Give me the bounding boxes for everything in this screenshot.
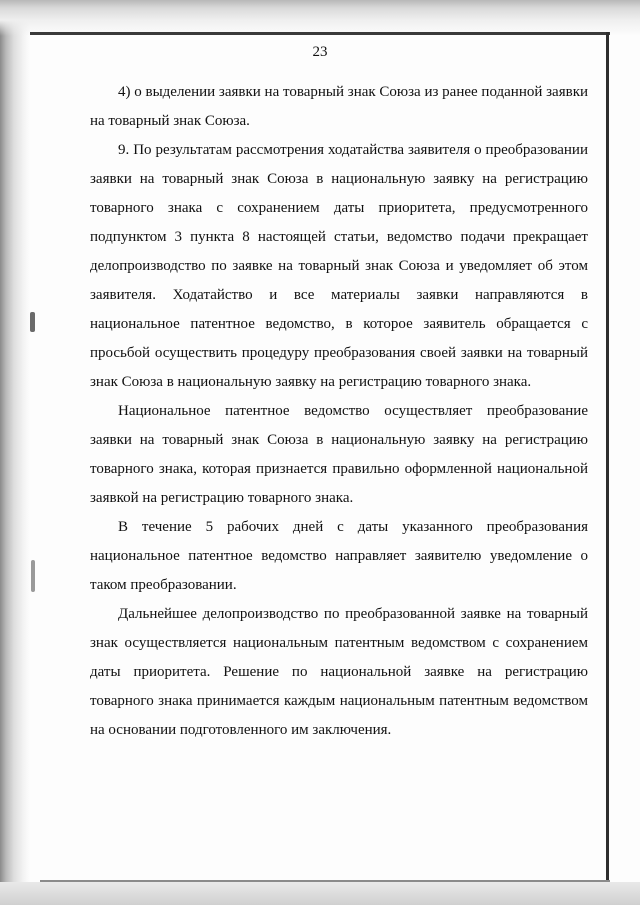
paragraph-section-9: 9. По результатам рассмотрения ходатайства заявителя о преобразовании заявки на товарный знак Союза в национальную заявку на регистрацию товарного знака с сохранением даты приоритета, предусмотренного подпунктом 3 пункта 8 настоящей статьи, ведомство подачи прекращает делопроизводство по заявке на товарный знак Союза и уведомляет об этом заявителя. Ходатайство и все материалы заявки направляются в национальное патентное ведомство, в которое заявитель обращается с просьбой осуществить процедуру преобразования своей заявки на товарный знак Союза в национальную заявку на регистрацию товарного знака.: [90, 142, 588, 390]
document-body: [90, 78, 588, 745]
scan-shadow-left: [0, 0, 30, 905]
paragraph-conversion: Национальное патентное ведомство осуществляет преобразование заявки на товарный знак Союза в национальную заявку на регистрацию товарного знака, которая признается правильно оформленной национальной заявкой на регистрацию товарного знака.: [90, 403, 588, 506]
page-number: 23: [312, 44, 328, 60]
binding-hole-mark: [30, 312, 35, 332]
page-edge-right: [606, 32, 609, 882]
binding-hole-mark: [31, 560, 35, 592]
scan-shadow-top: [0, 0, 640, 36]
page-edge-top: [30, 32, 610, 35]
paragraph-item-4: 4) о выделении заявки на товарный знак Союза из ранее поданной заявки на товарный знак Союза.: [90, 84, 589, 129]
scan-shadow-bottom: [0, 882, 640, 905]
paragraph-further-processing: Дальнейшее делопроизводство по преобразованной заявке на товарный знак осуществляется национальным патентным ведомством с сохранением даты приоритета. Решение по национальной заявке на регистрацию товарного знака принимается каждым национальным патентным ведомством на основании подготовленного им заключения.: [90, 606, 588, 738]
paragraph-notification: В течение 5 рабочих дней с даты указанного преобразования национальное патентное ведомство направляет заявителю уведомление о таком преобразовании.: [90, 519, 588, 593]
